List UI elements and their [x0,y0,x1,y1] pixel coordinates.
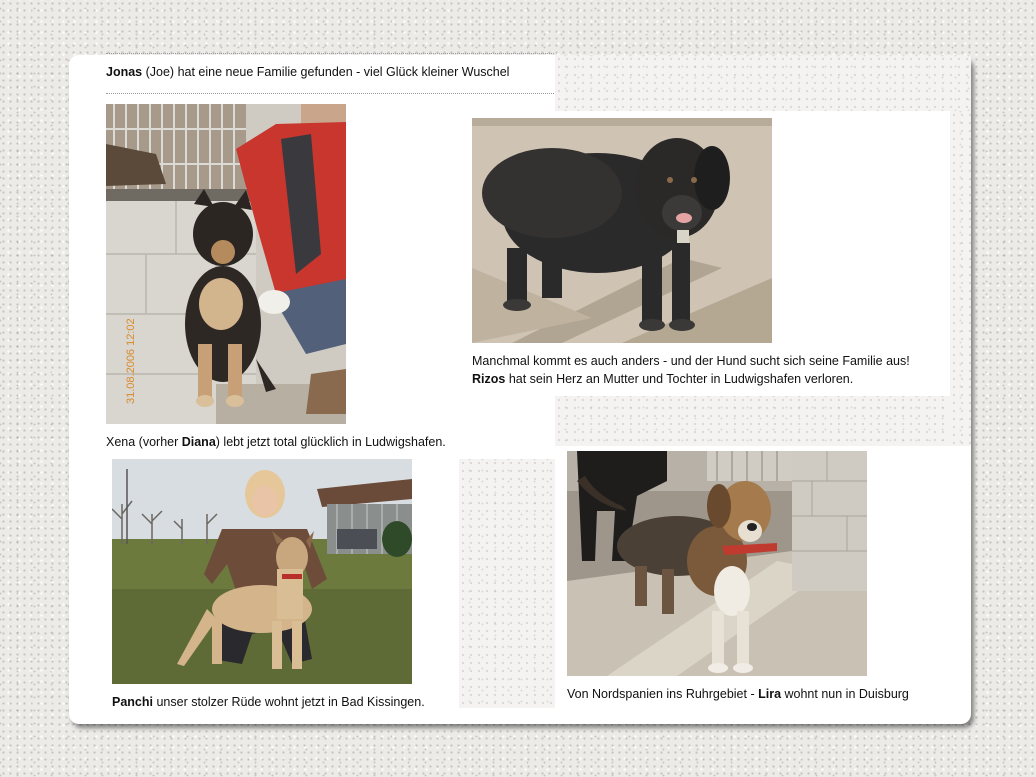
dog-name: Panchi [112,695,153,709]
caption-panchi: Panchi unser stolzer Rüde wohnt jetzt in Bad Kissingen. [112,695,425,709]
background-patch [555,55,971,111]
caption-divider [106,93,554,94]
photo-date-stamp: 31.08.2006 12:02 [125,318,137,404]
caption-rizos: Manchmal kommt es auch anders - und der Hund sucht sich seine Familie aus! Rizos hat sein Herz an Mutter und Tochter in Ludwigshafen verloren. [472,354,910,386]
caption-jonas: Jonas (Joe) hat eine neue Familie gefunden - viel Glück kleiner Wuschel [106,65,510,79]
photo-panchi [112,459,412,684]
dog-name: Jonas [106,65,143,79]
background-patch [950,111,971,446]
caption-lira: Von Nordspanien ins Ruhrgebiet - Lira wohnt nun in Duisburg [567,687,909,701]
photo-rizos [472,118,772,343]
photo-xena-puppy [106,104,346,424]
photo-lira [567,451,867,676]
background-patch [459,459,555,708]
dog-name: Lira [758,687,782,701]
caption-xena: Xena (vorher Diana) lebt jetzt total glücklich in Ludwigshafen. [106,435,446,449]
background-patch [555,396,971,446]
top-divider [106,53,554,54]
dog-name: Diana [181,435,216,449]
dog-name: Rizos [472,372,506,386]
